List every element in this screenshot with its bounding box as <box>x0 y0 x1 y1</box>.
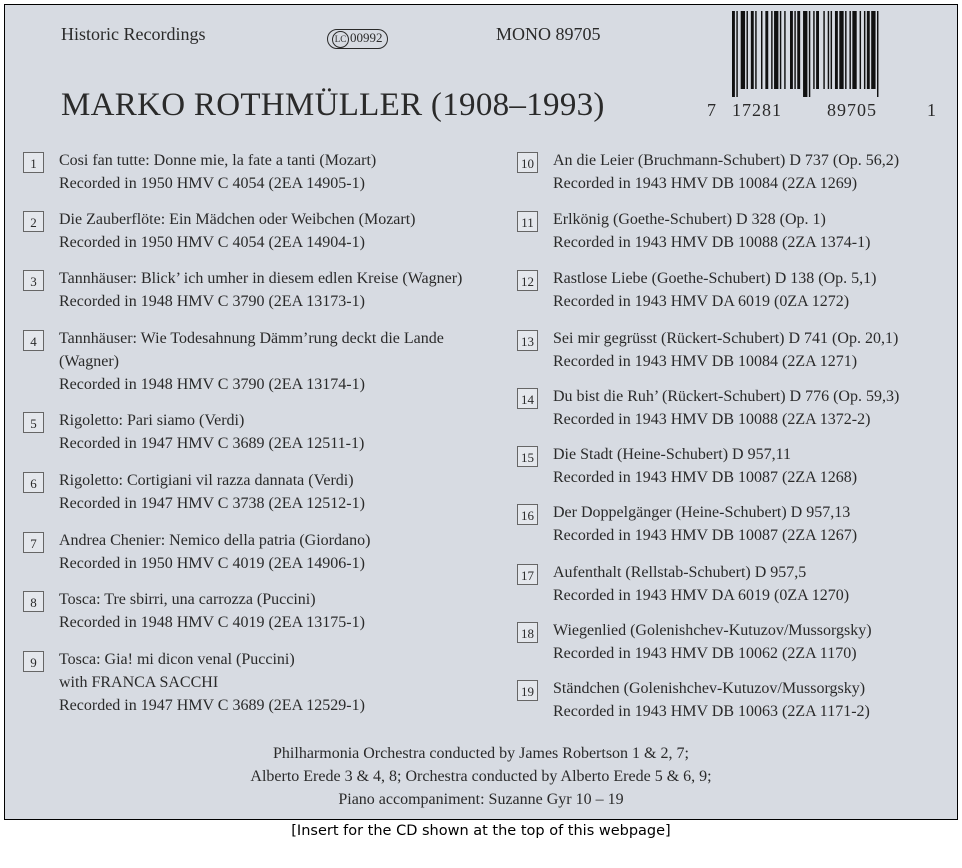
track-number: 9 <box>23 651 44 672</box>
barcode-bar <box>803 11 807 97</box>
track-recording-info: Recorded in 1943 HMV DB 10087 (2ZA 1268) <box>553 469 858 486</box>
track-number: 8 <box>23 591 44 612</box>
track-number: 14 <box>517 388 538 409</box>
track-number: 13 <box>517 330 538 351</box>
barcode-digit-check: 1 <box>927 100 937 120</box>
barcode-bar <box>797 11 800 89</box>
track-recording-info: Recorded in 1950 HMV C 4019 (2EA 14906-1) <box>59 555 365 572</box>
barcode-bar <box>780 11 781 89</box>
barcode-bar <box>755 11 756 89</box>
cd-insert <box>4 4 958 820</box>
track-recording-info: Recorded in 1943 HMV DB 10087 (2ZA 1267) <box>553 527 858 544</box>
track-title: Erlkönig (Goethe-Schubert) D 328 (Op. 1) <box>553 211 826 228</box>
barcode-bar <box>845 11 846 89</box>
barcode-bar <box>809 11 810 97</box>
track-title: Rastlose Liebe (Goethe-Schubert) D 138 (Op. 5,1) <box>553 270 877 287</box>
barcode-digit-prefix: 7 <box>707 100 717 120</box>
barcode-bar <box>765 11 768 89</box>
track-recording-info: Recorded in 1948 HMV C 4019 (2EA 13175-1) <box>59 614 365 631</box>
track-title: Tosca: Gia! mi dicon venal (Puccini) <box>59 651 295 668</box>
track-recording-info: Recorded in 1950 HMV C 4054 (2EA 14904-1) <box>59 234 365 251</box>
track-recording-info: Recorded in 1947 HMV C 3689 (2EA 12529-1) <box>59 697 365 714</box>
track-recording-info: Recorded in 1950 HMV C 4054 (2EA 14905-1) <box>59 175 365 192</box>
track-number: 10 <box>517 152 538 173</box>
track-recording-info: Recorded in 1947 HMV C 3689 (2EA 12511-1) <box>59 435 365 452</box>
lc-code: 00992 <box>350 30 383 45</box>
catalog-number: MONO 89705 <box>496 24 601 44</box>
barcode-bar <box>732 11 735 97</box>
track-recording-info: Recorded in 1943 HMV DA 6019 (0ZA 1272) <box>553 293 850 310</box>
barcode-bar <box>864 11 865 89</box>
track-number: 7 <box>23 532 44 553</box>
credits-line-1: Philharmonia Orchestra conducted by James Robertson 1 & 2, 7; <box>273 745 689 762</box>
barcode-bar <box>813 11 814 89</box>
track-title: Die Stadt (Heine-Schubert) D 957,11 <box>553 446 792 463</box>
track-recording-info: Recorded in 1943 HMV DB 10062 (2ZA 1170) <box>553 645 857 662</box>
track-title: Tannhäuser: Wie Todesahnung Dämm’rung deckt die Lande <box>59 330 444 347</box>
track-recording-info: Recorded in 1943 HMV DA 6019 (0ZA 1270) <box>553 587 850 604</box>
barcode-bar <box>860 11 861 89</box>
barcode-bar <box>751 11 754 89</box>
track-title: An die Leier (Bruchmann-Schubert) D 737 (Op. 56,2) <box>553 152 900 169</box>
page-caption: [Insert for the CD shown at the top of this webpage] <box>291 823 671 839</box>
barcode-digits-left: 17281 <box>732 100 782 120</box>
barcode <box>730 11 940 97</box>
track-recording-info: Recorded in 1943 HMV DB 10088 (2ZA 1372-2) <box>553 411 871 428</box>
album-title: MARKO ROTHMÜLLER (1908–1993) <box>61 87 605 123</box>
track-title: with FRANCA SACCHI <box>59 674 219 691</box>
track-title: Der Doppelgänger (Heine-Schubert) D 957,13 <box>553 504 851 521</box>
track-number: 19 <box>517 680 538 701</box>
lc-code-badge <box>327 26 388 49</box>
barcode-bar <box>747 11 748 89</box>
track-recording-info: Recorded in 1943 HMV DB 10084 (2ZA 1269) <box>553 175 858 192</box>
track-title: Du bist die Ruh’ (Rückert-Schubert) D 776 (Op. 59,3) <box>553 388 900 405</box>
lc-logo: LC <box>332 31 349 48</box>
track-title: Ständchen (Golenishchev-Kutuzov/Mussorgsky) <box>553 680 866 697</box>
barcode-bar <box>849 11 850 89</box>
barcode-bar <box>736 11 737 97</box>
track-recording-info: Recorded in 1943 HMV DB 10088 (2ZA 1374-1) <box>553 234 871 251</box>
credits-line-3: Piano accompaniment: Suzanne Gyr 10 – 19 <box>338 791 624 808</box>
track-title: Wiegenlied (Golenishchev-Kutuzov/Mussorgsky) <box>553 622 872 639</box>
barcode-bar <box>771 11 772 89</box>
barcode-bar <box>839 11 843 89</box>
track-number: 2 <box>23 211 44 232</box>
track-recording-info: Recorded in 1947 HMV C 3738 (2EA 12512-1) <box>59 495 365 512</box>
track-number: 1 <box>23 152 44 173</box>
label-name: Historic Recordings <box>61 24 206 44</box>
barcode-bar <box>761 11 762 89</box>
barcode-bar <box>877 11 878 97</box>
barcode-bar <box>794 11 795 89</box>
track-recording-info: Recorded in 1948 HMV C 3790 (2EA 13174-1) <box>59 376 365 393</box>
barcode-bar <box>784 11 785 89</box>
track-title: Tannhäuser: Blick’ ich umher in diesem edlen Kreise (Wagner) <box>59 270 463 287</box>
track-number: 16 <box>517 504 538 525</box>
barcode-bar <box>816 11 819 89</box>
barcode-bar <box>835 11 838 89</box>
track-title: Tosca: Tre sbirri, una carrozza (Puccini) <box>59 591 316 608</box>
track-number: 6 <box>23 472 44 493</box>
barcode-digits-right: 89705 <box>827 100 877 120</box>
barcode-bar <box>790 11 793 89</box>
barcode-bar <box>774 11 778 89</box>
track-number: 15 <box>517 446 538 467</box>
track-title: Sei mir gegrüsst (Rückert-Schubert) D 741 (Op. 20,1) <box>553 330 899 347</box>
track-number: 3 <box>23 270 44 291</box>
barcode-bar <box>867 11 870 89</box>
barcode-bar <box>828 11 829 89</box>
barcode-bar <box>831 11 832 89</box>
track-recording-info: Recorded in 1948 HMV C 3790 (2EA 13173-1) <box>59 293 365 310</box>
track-number: 11 <box>517 211 538 232</box>
track-title: Cosi fan tutte: Donne mie, la fate a tanti (Mozart) <box>59 152 377 169</box>
track-title: Die Zauberflöte: Ein Mädchen oder Weibchen (Mozart) <box>59 211 416 228</box>
track-recording-info: Recorded in 1943 HMV DB 10063 (2ZA 1171-2) <box>553 703 870 720</box>
track-recording-info: Recorded in 1943 HMV DB 10084 (2ZA 1271) <box>553 353 858 370</box>
track-title: Aufenthalt (Rellstab-Schubert) D 957,5 <box>553 564 807 581</box>
track-number: 12 <box>517 270 538 291</box>
track-number: 5 <box>23 412 44 433</box>
track-number: 18 <box>517 622 538 643</box>
barcode-bar <box>741 11 745 89</box>
track-number: 17 <box>517 564 538 585</box>
barcode-bar <box>823 11 824 89</box>
track-title: (Wagner) <box>59 353 120 370</box>
track-title: Rigoletto: Pari siamo (Verdi) <box>59 412 245 429</box>
barcode-bar <box>871 11 875 89</box>
track-title: Andrea Chenier: Nemico della patria (Giordano) <box>59 532 371 549</box>
barcode-bar <box>852 11 856 89</box>
track-number: 4 <box>23 330 44 351</box>
credits-line-2: Alberto Erede 3 & 4, 8; Orchestra conducted by Alberto Erede 5 & 6, 9; <box>250 768 712 785</box>
track-title: Rigoletto: Cortigiani vil razza dannata (Verdi) <box>59 472 354 489</box>
